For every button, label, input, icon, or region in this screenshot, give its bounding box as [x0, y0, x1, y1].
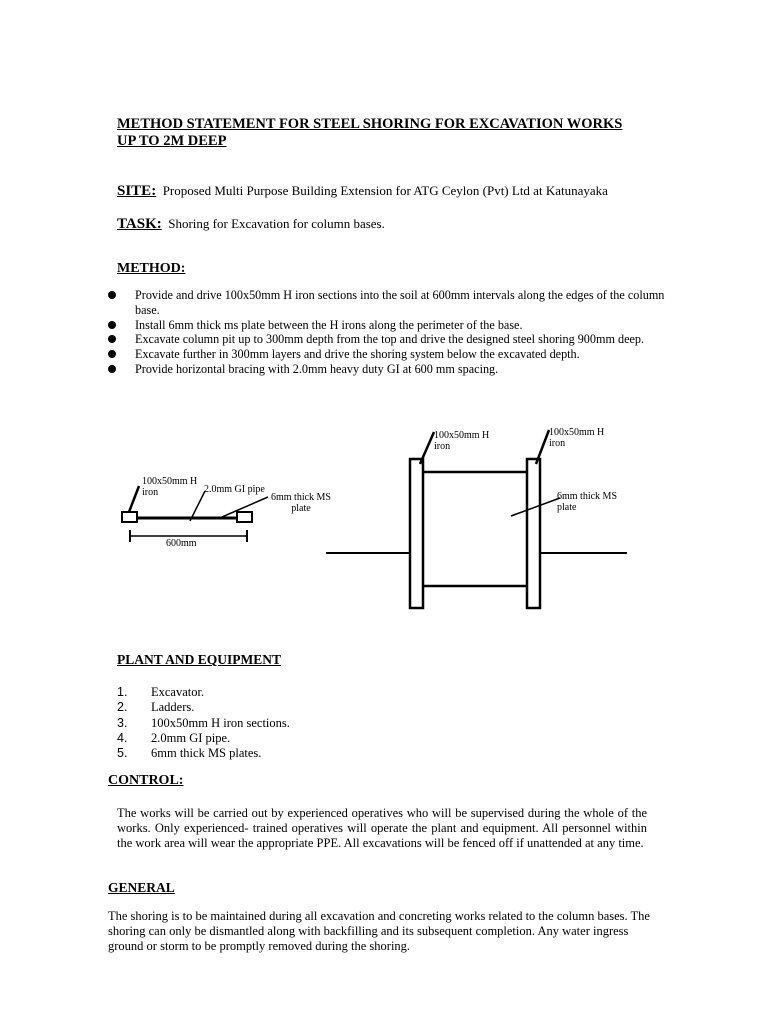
list-item: Install 6mm thick ms plate between the H irons along the perimeter of the base.: [108, 318, 668, 333]
plant-heading: PLANT AND EQUIPMENT: [117, 652, 282, 667]
site-text: Proposed Multi Purpose Building Extension for ATG Ceylon (Pvt) Ltd at Katunayaka: [162, 183, 608, 198]
list-item: Provide and drive 100x50mm H iron sections into the soil at 600mm intervals along the edges of the column base.: [108, 288, 668, 318]
task-text: Shoring for Excavation for column bases.: [168, 216, 385, 231]
method-heading: METHOD:: [117, 261, 186, 276]
left-ms-plate-label: 6mm thick MS plate: [270, 492, 331, 514]
list-item: 4. 2.0mm GI pipe.: [117, 730, 231, 745]
list-item: Excavate further in 300mm layers and drive the shoring system below the excavated depth.: [108, 347, 668, 362]
method-list: [108, 288, 668, 377]
left-h-iron-label: 100x50mm H iron: [142, 476, 198, 498]
site-line: [117, 183, 608, 200]
general-heading: GENERAL: [108, 880, 175, 895]
bullet-icon: [108, 365, 116, 373]
list-item: Provide horizontal bracing with 2.0mm heavy duty GI at 600 mm spacing.: [108, 362, 668, 377]
control-heading: CONTROL:: [108, 773, 184, 788]
list-item: 3. 100x50mm H iron sections.: [117, 715, 290, 730]
general-paragraph: The shoring is to be maintained during all excavation and concreting works related to the column bases. The shoring can only be dismantled along with backfilling and its subsequent completion. Any water ingress ground or storm to be promptly removed during the shoring.: [108, 909, 650, 954]
right-detail: [326, 430, 627, 608]
bullet-icon: [108, 335, 116, 343]
control-paragraph: The works will be carried out by experienced operatives who will be supervised during the whole of the works. Only experienced- trained operatives will operate the plant and equipment. All personnel within the work area will wear the appropriate PPE. All excavations will be fenced off if unattended at any time.: [117, 806, 647, 851]
shoring-diagram: [0, 410, 768, 620]
document-title: METHOD STATEMENT FOR STEEL SHORING FOR EXCAVATION WORKS UP TO 2M DEEP: [117, 116, 623, 149]
bullet-icon: [108, 291, 116, 299]
left-gi-pipe-label: 2.0mm GI pipe: [204, 484, 265, 495]
task-line: [117, 216, 385, 233]
right-h-iron-left-label: 100x50mm H iron: [434, 430, 490, 452]
spacing-label: 600mm: [166, 538, 197, 549]
list-item: 1. Excavator.: [117, 685, 205, 699]
task-label: TASK:: [117, 216, 162, 232]
list-item: 5. 6mm thick MS plates.: [117, 746, 262, 761]
bullet-icon: [108, 321, 116, 329]
plant-list: [117, 685, 290, 761]
right-ms-plate-label: 6mm thick MS plate: [557, 491, 618, 513]
right-h-iron-right-label: 100x50mm H iron: [549, 427, 605, 449]
list-item: Excavate column pit up to 300mm depth from the top and drive the designed steel shoring 900mm deep.: [108, 332, 668, 347]
bullet-icon: [108, 350, 116, 358]
site-label: SITE:: [117, 183, 157, 199]
list-item: 2. Ladders.: [117, 700, 195, 715]
